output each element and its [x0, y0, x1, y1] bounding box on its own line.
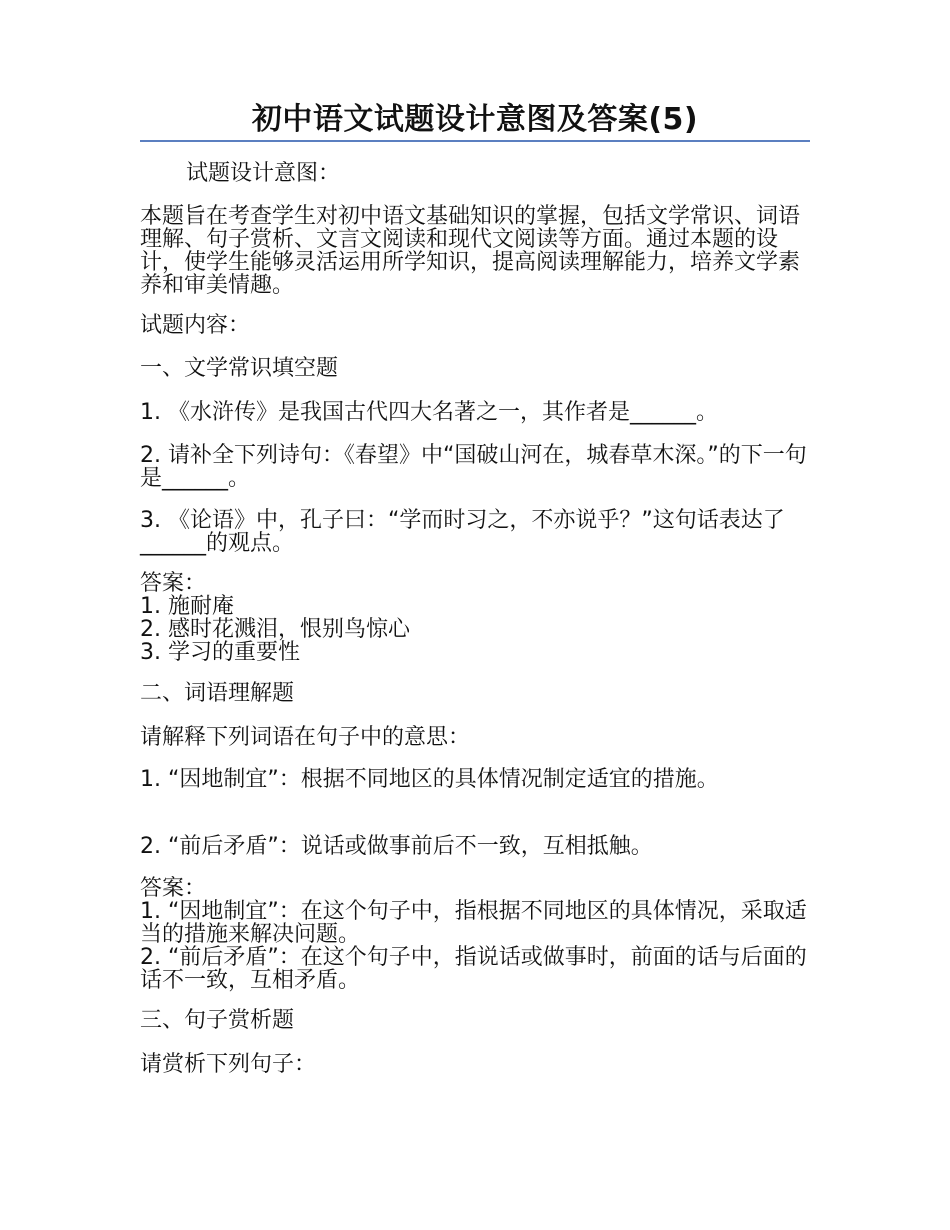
section2-prompt: 请解释下列词语在句子中的意思： — [140, 725, 471, 750]
answer-item: 1. “因地制宜”：在这个句子中，指根据不同地区的具体情况，采取适当的措施来解决问题。 — [140, 899, 807, 947]
answer-label: 答案： — [140, 571, 207, 596]
section1-heading: 一、文学常识填空题 — [140, 356, 339, 381]
section2-question-2: 2. “前后矛盾”：说话或做事前后不一致，互相抵触。 — [140, 834, 653, 859]
answer-item: 3. 学习的重要性 — [140, 640, 300, 665]
intent-body: 本题旨在考查学生对初中语文基础知识的掌握，包括文学常识、词语理解、句子赏析、文言文阅读和现代文阅读等方面。通过本题的设计，使学生能够灵活运用所学知识，提高阅读理解能力，培养文学素养和审美情趣。 — [140, 204, 801, 298]
section3-prompt: 请赏析下列句子： — [140, 1052, 317, 1077]
document-title: 初中语文试题设计意图及答案(5) — [140, 100, 810, 142]
section1-question-3: 3. 《论语》中，孔子曰：“学而时习之，不亦说乎？”这句话表达了______的观点。 — [140, 508, 785, 556]
section3-heading: 三、句子赏析题 — [140, 1008, 295, 1033]
answer-item: 2. “前后矛盾”：在这个句子中，指说话或做事时，前面的话与后面的话不一致，互相矛盾。 — [140, 945, 807, 993]
section2-question-1: 1. “因地制宜”：根据不同地区的具体情况制定适宜的措施。 — [140, 767, 719, 792]
section1-question-1: 1. 《水浒传》是我国古代四大名著之一，其作者是______。 — [140, 400, 718, 425]
content-heading: 试题内容： — [140, 313, 251, 338]
section2-answers — [140, 877, 820, 992]
intent-heading: 试题设计意图： — [186, 161, 341, 186]
section1-question-2: 2. 请补全下列诗句：《春望》中“国破山河在，城春草木深。”的下一句是______。 — [140, 443, 807, 491]
answer-item: 2. 感时花溅泪，恨别鸟惊心 — [140, 617, 410, 642]
answer-item: 1. 施耐庵 — [140, 594, 234, 619]
section2-heading: 二、词语理解题 — [140, 681, 295, 706]
answer-label: 答案： — [140, 876, 207, 901]
section1-answers — [140, 572, 820, 664]
